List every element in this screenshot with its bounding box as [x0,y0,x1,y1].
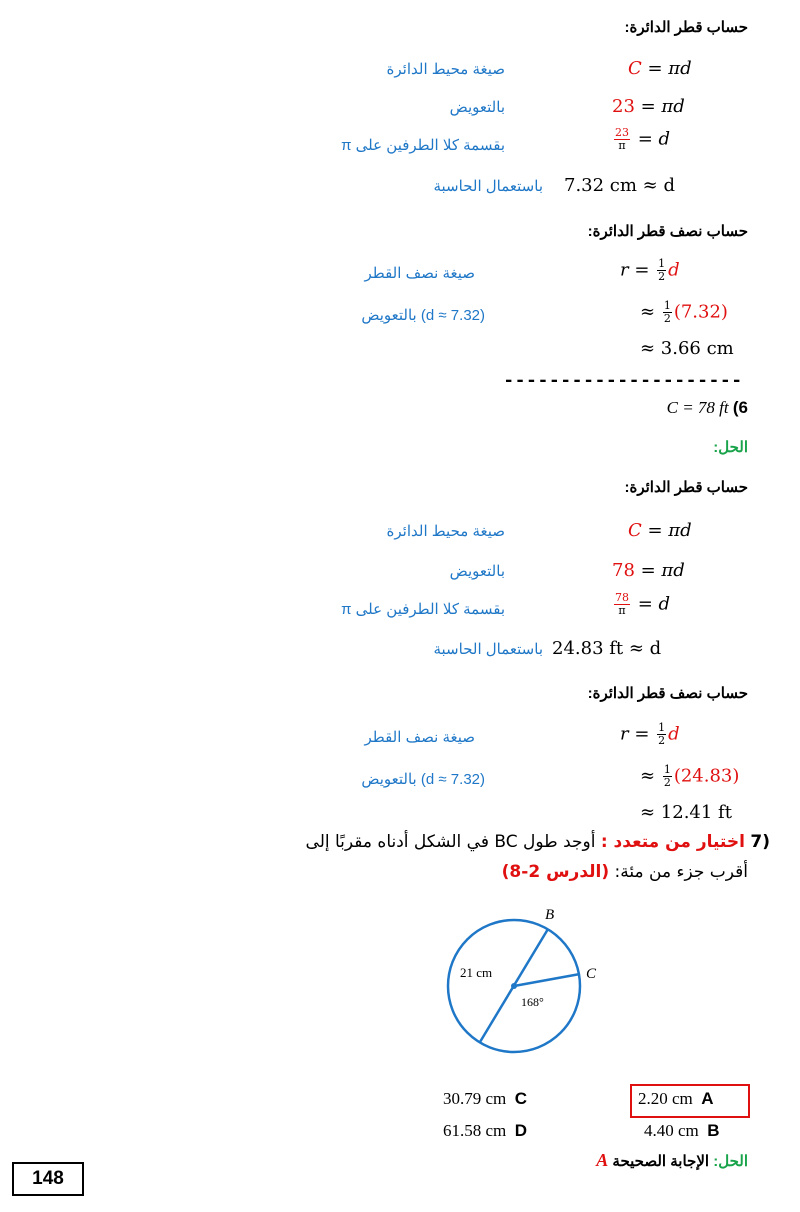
page-number: 148 [12,1162,84,1196]
problem6-given: C = 78 ft (6 [666,398,748,417]
label-radius-substitute-1: بالتعويض (d ≈ 7.32) [361,307,485,324]
equation-circumference-6: C = πd [628,520,692,541]
radius-heading-1: حساب نصف قطر الدائرة: [587,223,748,240]
problem7-statement-line2: أقرب جزء من مئة: (الدرس 2-8) [501,862,748,882]
label-B: B [545,907,555,923]
equation-calculator-6: 24.83 ft ≈ d [552,638,662,659]
solution-label-6: الحل: [713,439,748,456]
label-calculator-6: باستعمال الحاسبة [433,641,543,658]
equation-radius-formula-1: r = $\frac{1}{2}$ d [620,257,680,283]
diameter-heading-1: حساب قطر الدائرة: [624,19,748,36]
equation-radius-result-1: ≈ 3.66 cm [640,338,734,359]
angle-label: 168° [521,995,544,1009]
fraction: $\frac{23}{\pi}$ [615,126,629,152]
label-calculator-1: باستعمال الحاسبة [433,178,543,195]
equation-divide-6: $\frac{78}{\pi}$ = d [615,591,671,617]
label-radius-formula-6: صيغة نصف القطر [364,729,475,746]
problem7-statement: (7 اختيار من متعدد : أوجد طول BC في الشكل أدناه مقربًا إلى [305,832,770,852]
label-divide-1: بقسمة كلا الطرفين على π [341,137,505,154]
equation-radius-substitute-6: ≈ $\frac{1}{2}$ (24.83) [640,763,740,789]
choice-C[interactable]: 30.79 cm C [443,1089,528,1108]
radius-heading-6: حساب نصف قطر الدائرة: [587,685,748,702]
label-substitute-6: بالتعويض [449,563,505,580]
divider-dashes: --------------------- [503,370,743,392]
diameter-heading-6: حساب قطر الدائرة: [624,479,748,496]
equation-divide-1: $\frac{23}{\pi}$ = d [615,126,671,152]
label-circumference-formula-1: صيغة محيط الدائرة [386,61,505,78]
equation-substitute-6: 78 = πd [612,560,685,581]
label-circumference-formula-6: صيغة محيط الدائرة [386,523,505,540]
equation-circumference-1: C = πd [628,58,692,79]
label-substitute-1: بالتعويض [449,99,505,116]
choice-D[interactable]: 61.58 cm D [443,1121,528,1140]
label-radius-substitute-6: بالتعويض (d ≈ 7.32) [361,771,485,788]
choice-A[interactable]: 2.20 cm A [638,1089,714,1108]
equation-substitute-1: 23 = πd [612,96,685,117]
label-C: C [586,966,597,982]
radius-label: 21 cm [460,965,493,980]
equation-calculator-1: 7.32 cm ≈ d [564,175,675,196]
problem7-answer: الحل: الإجابة الصحيحة A [596,1150,748,1170]
center-point [511,983,517,989]
radius-line [514,974,580,986]
label-radius-formula-1: صيغة نصف القطر [364,265,475,282]
label-divide-6: بقسمة كلا الطرفين على π [341,601,505,618]
circle-figure [440,894,620,1074]
choice-B[interactable]: 4.40 cm B [644,1121,720,1140]
equation-radius-formula-6: r = $\frac{1}{2}$ d [620,721,680,747]
equation-radius-substitute-1: ≈ $\frac{1}{2}$ (7.32) [640,299,728,325]
equation-radius-result-6: ≈ 12.41 ft [640,802,732,823]
